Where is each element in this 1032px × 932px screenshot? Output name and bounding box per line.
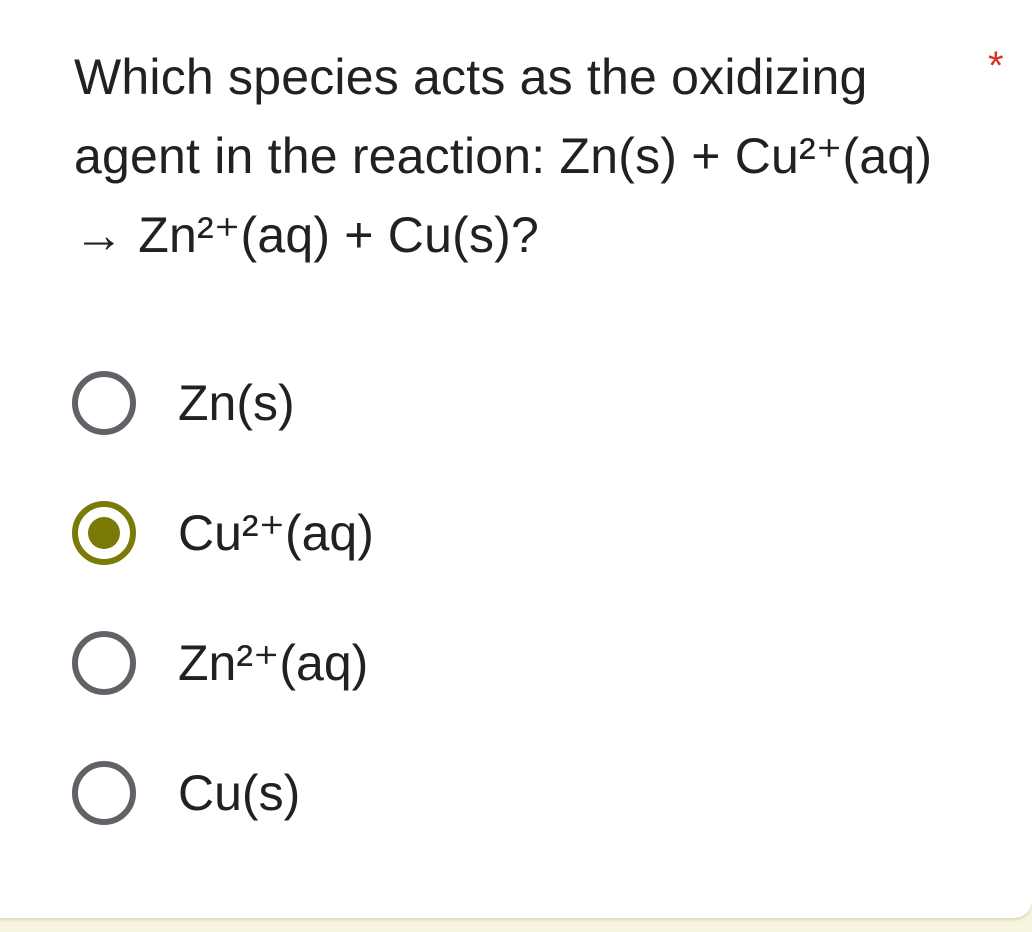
radio-group bbox=[72, 338, 972, 858]
radio-button[interactable] bbox=[72, 761, 136, 825]
option-cu-s[interactable] bbox=[72, 728, 972, 858]
radio-button[interactable] bbox=[72, 631, 136, 695]
option-label: Zn²⁺(aq) bbox=[178, 635, 369, 691]
option-cu2-aq[interactable] bbox=[72, 468, 972, 598]
option-label: Cu(s) bbox=[178, 765, 301, 821]
option-zn2-aq[interactable] bbox=[72, 598, 972, 728]
question-line-3: → Zn²⁺(aq) + Cu(s)? bbox=[74, 207, 540, 263]
required-asterisk: * bbox=[988, 44, 1004, 88]
question-line-1: Which species acts as the oxidizing bbox=[74, 49, 868, 105]
question-title bbox=[74, 38, 954, 275]
radio-button-selected[interactable] bbox=[72, 501, 136, 565]
radio-selected-dot bbox=[88, 517, 120, 549]
option-label: Zn(s) bbox=[178, 375, 295, 431]
radio-button[interactable] bbox=[72, 371, 136, 435]
question-line-2: agent in the reaction: Zn(s) + Cu²⁺(aq) bbox=[74, 128, 933, 184]
option-label: Cu²⁺(aq) bbox=[178, 505, 374, 561]
option-zn-s[interactable] bbox=[72, 338, 972, 468]
